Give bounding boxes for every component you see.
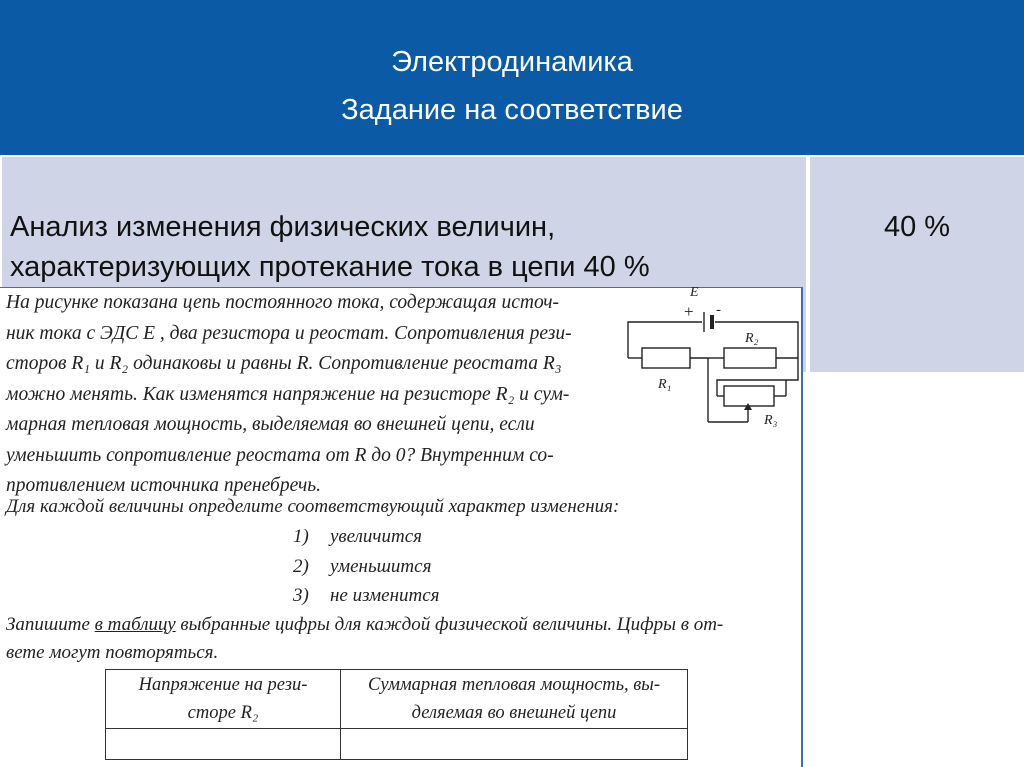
option-1-num: 1) (293, 526, 309, 547)
task-line-5: марная тепловая мощность, выделяемая во внешней цепи, если (6, 414, 535, 435)
circuit-diagram (620, 284, 805, 434)
record-instruction-line2: вете могут повторяться. (6, 642, 219, 663)
emf-label: Ε (690, 285, 699, 300)
r3-label: R₃ (764, 413, 778, 428)
percent-value: 40 % (883, 211, 951, 243)
answer-table-row (106, 729, 688, 760)
answer-col-voltage (106, 670, 341, 729)
minus-sign: - (716, 302, 721, 318)
task-line-4: можно менять. Как изменятся напряжение на резисторе R₂ и сум- (6, 383, 570, 405)
topic-title (10, 207, 650, 287)
answer-col-voltage-line1: Напряжение на рези- (138, 675, 308, 695)
answer-col-voltage-line2: сторе R₂ (187, 703, 259, 723)
record-prefix: Запишите (6, 614, 95, 635)
task-line-6: уменьшить сопротивление реостата от R до 0? Внутренним со- (6, 444, 554, 466)
slide-header (0, 0, 1024, 155)
percent-cell (810, 157, 1024, 372)
record-instruction (6, 614, 723, 636)
record-link: в таблицу (94, 614, 176, 635)
task-instruction: Для каждой величины определите соответствующий характер изменения: (6, 496, 620, 517)
option-2-text: уменьшится (330, 556, 432, 577)
answer-table-header (106, 670, 688, 729)
answer-col-power (341, 670, 688, 729)
topic-title-line1: Анализ изменения физических величин, (10, 211, 556, 243)
answer-cell-voltage[interactable] (106, 729, 341, 760)
answer-cell-power[interactable] (341, 729, 688, 760)
slide-subtitle: Задание на соответствие (341, 94, 683, 126)
task-line-2: ник тока с ЭДС Ε , два резистора и реостат. Сопротивления рези- (6, 322, 572, 344)
task-line-3: сторов R₁ и R₂ одинаковы и равны R. Сопротивление реостата R₃ (6, 353, 562, 374)
option-3-text: не изменится (330, 585, 440, 606)
answer-col-power-line1: Суммарная тепловая мощность, вы- (367, 675, 660, 695)
task-line-1: На рисунке показана цепь постоянного тока, содержащая источ- (6, 292, 559, 313)
task-text (6, 288, 606, 502)
answer-col-power-line2: деляемая во внешней цепи (411, 703, 617, 723)
answer-table (105, 669, 688, 760)
option-3-num: 3) (293, 585, 309, 606)
option-1-text: увеличится (330, 526, 422, 547)
r2-label: R₂ (745, 331, 759, 346)
record-rest: выбранные цифры для каждой физической величины. Цифры в от- (175, 614, 724, 635)
task-line-7: противлением источника пренебречь. (6, 475, 322, 496)
option-2-num: 2) (293, 556, 309, 577)
slide-title: Электродинамика (391, 46, 633, 78)
topic-title-line2: характеризующих протекание тока в цепи 40 % (10, 251, 650, 283)
task-document (0, 287, 803, 767)
r1-label: R₁ (658, 377, 672, 392)
plus-sign: + (684, 302, 694, 321)
